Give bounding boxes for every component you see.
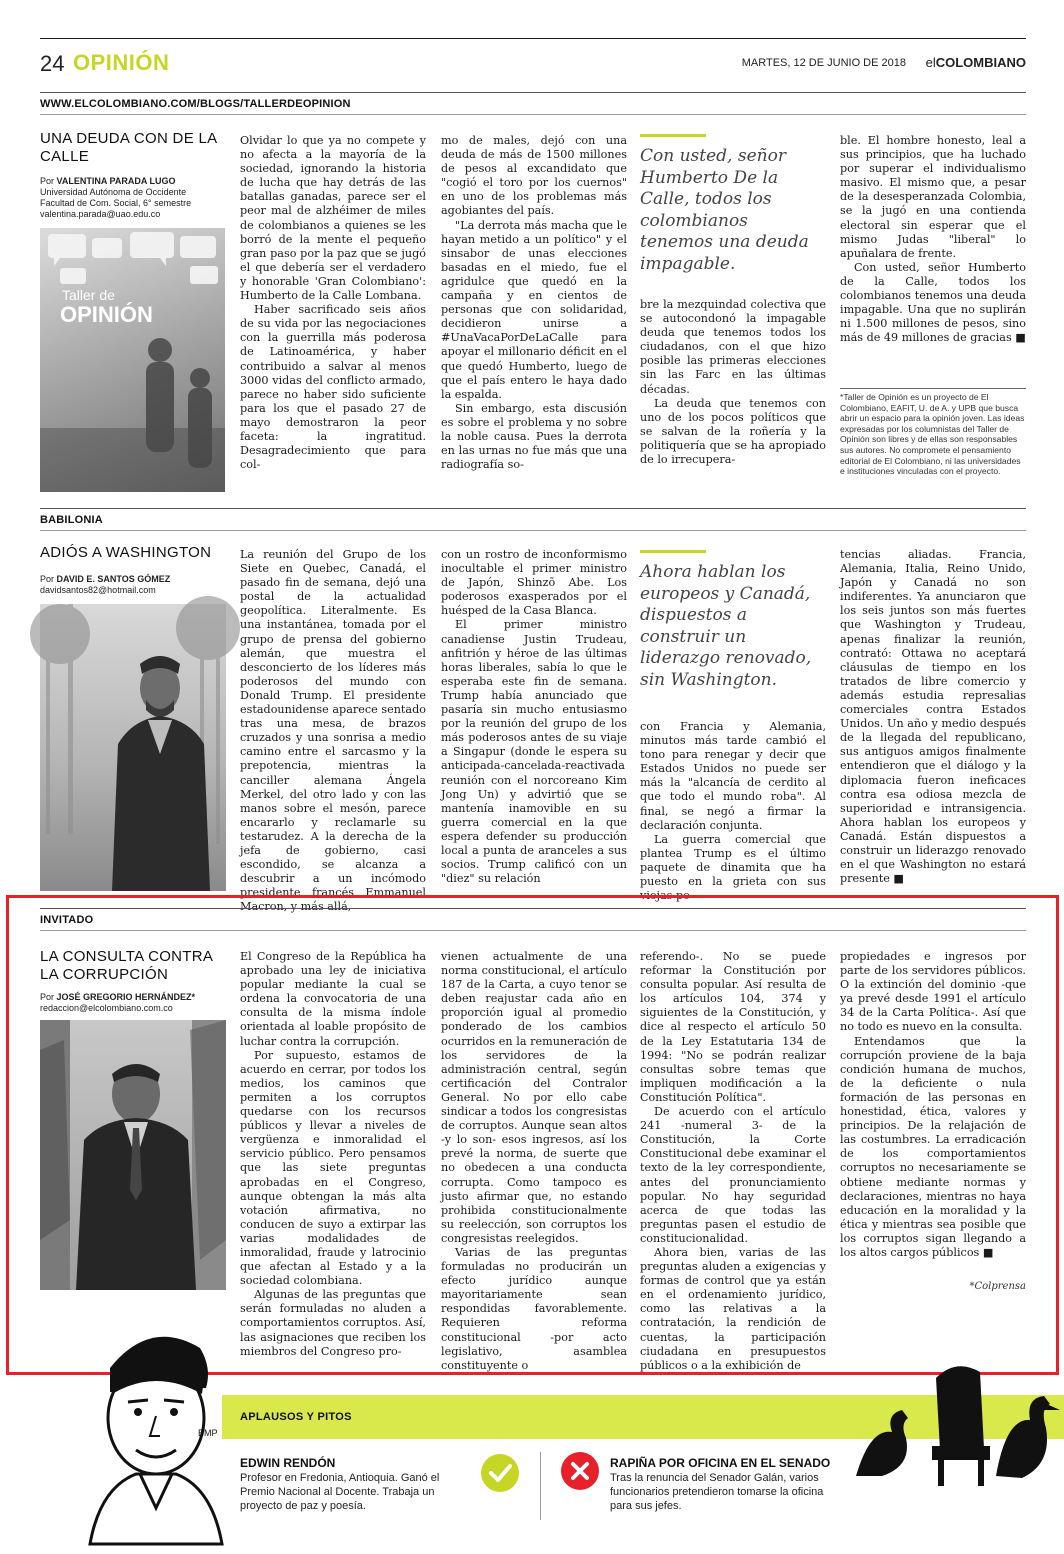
article-column: El Congreso de la República ha aprobado una ley de iniciativa popular mediante la cual se ordena la convocatoria de una consulta de la misma índole orientada al loable propósito de luchar contra la corrupción. Por supuesto, estamos de acuerdo en cerrar, por todos los medios, los caminos que permiten a los corruptos quedarse con los recursos públicos y llevar a niveles de vergüenza e inmoralidad el servicio público. Pero pensamos que las siete preguntas aprobadas en el Congreso, aunque obtengan la más alta votación afirmativa, no conducen de suyo a extirpar las varias modalidades de inmoralidad, fraude y latrocinio que afectan al Estado y a la sociedad colombiana. Algunas de las preguntas que serán formuladas no aluden a comportamientos corruptos. Así, las asignaciones que reciben los miembros del Congreso pro- [240,950,426,1358]
article-credit: *Colprensa [969,1281,1026,1292]
article-title-consulta: LA CONSULTA CONTRA LA CORRUPCIÓN [40,948,213,983]
logo-text-taller: Taller de [62,287,115,303]
pito-name: RAPIÑA POR OFICINA EN EL SENADO [610,1456,831,1470]
page-number: 24 [40,51,65,76]
aplauso-text: Profesor en Fredonia, Antioquia. Ganó el Premio Nacional al Docente. Trabaja un proyecto de paz y poesía. [240,1472,440,1512]
section-divider [40,114,1026,115]
article-column: mo de males, dejó con una deuda de más de 1500 millones de pesos al excandidato que "cogió el toro por los cuernos" en uno de los problemas más agobiantes del país. "La derrota más macha que le hayan metido a un político" y el sinsabor de unas elecciones basadas en el miedo, fue el agridulce que quedó en la campaña y en cientos de personas que con solidaridad, decidieron unirse a #UnaVacaPorDeLaCalle para apoyar el millonario déficit en el que quedó Humberto, luego de que el país entero le haya dado la espalda. Sin embargo, esta discusión es sobre el problema y no sobre la noble causa. Pues la derrota en las urnas no fue más que una radiografía so- [441,134,627,472]
article-column: tencias aliadas. Francia, Alemania, Italia, Reino Unido, Japón y Canadá no son indiferentes. Ya anunciaron que los seis juntos son más fuertes que Washington y Trudeau, apenas finalizar la reunión, contrató: Ottawa no aceptará cláusulas de tiempo en los tratados de libre comercio y además estudia represalias comerciales contra Estados Unidos. Un año y medio después de la llegada del republicano, sus antiguos amigos finalmente entendieron que el diálogo y la diplomacia fueron ineficaces contra esa odiosa mezcla de superioridad e intransigencia. Ahora hablan los europeos y Canadá. Están dispuestos a construir un liderazgo renovado en el que Washington no estará presente ■ [840,548,1026,886]
byline-hernandez: Por JOSÉ GREGORIO HERNÁNDEZ* redaccion@elcolombiano.com.co [40,992,196,1013]
quote-accent-bar [640,550,706,553]
article-column: con Francia y Alemania, minutos más tarde cambió el tono para renegar y decir que Estados Unidos no puede ser más la "alcancía de cerdito al que todo el mundo roba". Al final, se negó a firmar la declaración conjunta. La guerra comercial que plantea Trump es el último paquete de dinamita que ha puesto en la grieta con sus viejas po- [640,720,826,903]
article-title-washington: ADIÓS A WASHINGTON [40,544,212,561]
x-icon [561,1452,599,1490]
check-icon [481,1454,519,1492]
quote-accent-bar [640,134,706,137]
aplauso-name: EDWIN RENDÓN [240,1456,336,1470]
vultures-chair-illustration [846,1358,1064,1488]
article-column: ble. El hombre honesto, leal a sus principios, que ha luchado por superar el individualismo masivo. El mismo que, a pesar de la desesperanzada Colombia, se la jugó en una contienda electoral sin esperar que el mismo Judas "liberal" lo apuñalara de frente. Con usted, señor Humberto de la Calle, todos los colombianos tenemos una deuda impagable. Una que no suplirán ni 1.500 millones de pesos, sino más de 49 millones de gracias ■ [840,134,1026,345]
article-title-deuda: UNA DEUDA CON DE LA CALLE [40,130,217,165]
article-column: propiedades e ingresos por parte de los servidores públicos. O la extinción del dominio -que ya prevé desde 1991 el artículo 34 de la Carta Política-. Así que no todo es nuevo en la consulta. Entendamos que la corrupción proviene de la baja condición humana de muchos, de la deficiente o nula formación de las personas en honestidad, ética, valores y principios. De la relajación de las costumbres. La erradicación de los comportamientos corruptos no necesariamente se obtiene mediante normas y declaraciones, mientras no haya educación en la moralidad y la ética y mientras sea posible que los corruptos sigan llegando a los altos cargos públicos ■ [840,950,1026,1259]
byline-santos: Por DAVID E. SANTOS GÓMEZ davidsantos82@hotmail.com [40,574,171,595]
aplausos-label: APLAUSOS Y PITOS [240,1411,352,1423]
article-column: Olvidar lo que ya no compete y no afecta a la mayoría de la sociedad, ignorando la historia de lucha que hay detrás de las batallas ganadas, parece ser el peor mal de alzhéimer de miles de colombianos a quienes se les borró de la mente el pequeño gran paso por la paz que se jugó el que debería ser el verdadero y honorable 'Gran Colombiano': Humberto de la Calle Lombana. Haber sacrificado seis años de su vida por las negociaciones con la guerrilla más poderosa de Latinoamérica, y haber contribuido a salvar al menos 3000 vidas del conflicto armado, parece no haber sido suficiente para los que el pasado 27 de mayo demostraron la peor faceta: la ingratitud. Desagradecimiento que para col- [240,134,426,472]
page-header [40,38,1026,78]
pull-quote: Con usted, señor Humberto De la Calle, todos los colombianos tenemos una deuda impagable. [640,146,809,274]
article-column: vienen actualmente de una norma constitucional, el artículo 187 de la Carta, a cuyo tenor se deben reajustar cada año en proporción igual al promedio ponderado de los cambios ocurridos en la remuneración de los servidores de la administración central, según certificación del Contralor General. No por ello cabe sindicar a todos los congresistas de corruptos. Aunque sean altos -y lo son- esos ingresos, así los prevé la norma, de suerte que no obedecen a una conducta corrupta. Como tampoco es justo afirmar que, no estando prohibida constitucionalmente su reelección, son corruptos los congresistas reelegidos. Varias de las preguntas formuladas no producirán un efecto jurídico aunque mayoritariamente sean respondidas favorablemente. Requieren reforma constitucional -por acto legislativo, asamblea constituyente o [441,950,627,1372]
pito-text: Tras la renuncia del Senador Galán, varios funcionarios pretendieron tomarse la oficina para sus jefes. [610,1472,824,1512]
column-divider [540,1452,541,1520]
section-label-taller: WWW.ELCOLOMBIANO.COM/BLOGS/TALLERDEOPINION [40,98,351,110]
brand-logo: elCOLOMBIANO [925,55,1026,70]
logo-text-opinion: OPINIÓN [60,302,153,327]
caricature-illustration [80,1308,230,1544]
section-divider [40,508,1026,509]
section-label-babilonia: BABILONIA [40,514,103,526]
article-column: bre la mezquindad colectiva que se autocondonó la impagable deuda que tenemos todos los ciudadanos, con el que hizo posible las primeras elecciones sin las Farc en las últimas décadas. La deuda que tenemos con uno de los pocos políticos que se salvan de la roñería y la politiquería que se ha apropiado de lo irrecupera- [640,298,826,467]
pull-quote: Ahora hablan los europeos y Canadá, dispuestos a construir un liderazgo renovado, sin Washington. [640,562,812,690]
section-title: OPINIÓN [73,50,170,75]
article-column: La reunión del Grupo de los Siete en Quebec, Canadá, el pasado fin de semana, dejó una postal de la actualidad geopolítica. Literalmente. Es una instantánea, tomada por el grupo de prensa del gobierno alemán, que muestra el desconcierto de los líderes más poderosos del mundo con Donald Trump. El presidente estadounidense aparece sentado tras una mesa, de brazos cruzados y una sonrisa a medio camino entre el sarcasmo y la prepotencia, mientras la canciller alemana Ángela Merkel, del otro lado y con las manos sobre el mesón, parece encararlo y reclamarle su testarudez. A la derecha de la jefa de gobierno, casi escondido, se alcanza a descubrir a un incómodo presidente francés Emmanuel Macron, y más allá, [240,548,426,914]
issue-date: MARTES, 12 DE JUNIO DE 2018 [741,57,906,69]
artist-signature: BMP [198,1428,218,1438]
author-portrait [40,604,226,891]
taller-opinion-logo-image [40,228,225,492]
section-divider [40,92,1026,93]
author-photo-santos [40,604,226,891]
footnote-taller: *Taller de Opinión es un proyecto de El Colombiano, EAFIT, U. de A. y UPB que busca abrir un espacio para la opinión joven. Las ideas expresadas por los columnistas del Taller de Opinión son libres y de ellas son responsables sus autores. No compromete el pensamiento editorial de El Colombiano, ni las universidades e instituciones vinculadas con el proyecto. [840,388,1026,477]
section-label-invitado: INVITADO [40,914,94,926]
article-column: con un rostro de inconformismo inocultable el primer ministro de Japón, Shinzō Abe. Los poderosos exasperados por el huésped de la Casa Blanca. El primer ministro canadiense Justin Trudeau, anfitrión y héroe de las últimas horas liberales, sabía lo que le esperaba este fin de semana. Trump había anunciado que pasaría sin mucho entusiasmo por la reunión del grupo de los más poderosos antes de su viaje a Singapur (donde le espera su anticipada-cancelada-reactivada reunión con el norcoreano Kim Jong Un) y advirtió que se mantenía inamovible en su guerra comercial en la que espera defender su producción local a punta de aranceles a sus socios. Trump calificó con un "diez" su relación [441,548,627,886]
byline-parada: Por VALENTINA PARADA LUGO Universidad Autónoma de Occidente Facultad de Com. Social, 6° semestre valentina.parada@uao.edu.co [40,176,192,219]
section-divider [40,530,1026,531]
article-column: referendo-. No se puede reformar la Constitución por consulta popular. Así resulta de los artículos 104, 374 y siguientes de la Constitución, y dice al respecto el artículo 50 de la Ley Estatutaria 134 de 1994: "No se podrán realizar consultas sobre temas que impliquen modificación a la Constitución Política". De acuerdo con el artículo 241 -numeral 3- de la Constitución, la Corte Constitucional debe examinar el texto de la ley correspondiente, antes del pronunciamiento popular. No hay seguridad acerca de que todas las preguntas pasen el estudio de constitucionalidad. Ahora bien, varias de las preguntas aluden a exigencias y formas de control que ya están en el ordenamiento jurídico, como las relativas a la contratación, la rendición de cuentas, la participación ciudadana en presupuestos públicos o a la exhibición de [640,950,826,1372]
highlight-frame [6,895,1059,1375]
taller-opinion-illustration [40,228,225,492]
